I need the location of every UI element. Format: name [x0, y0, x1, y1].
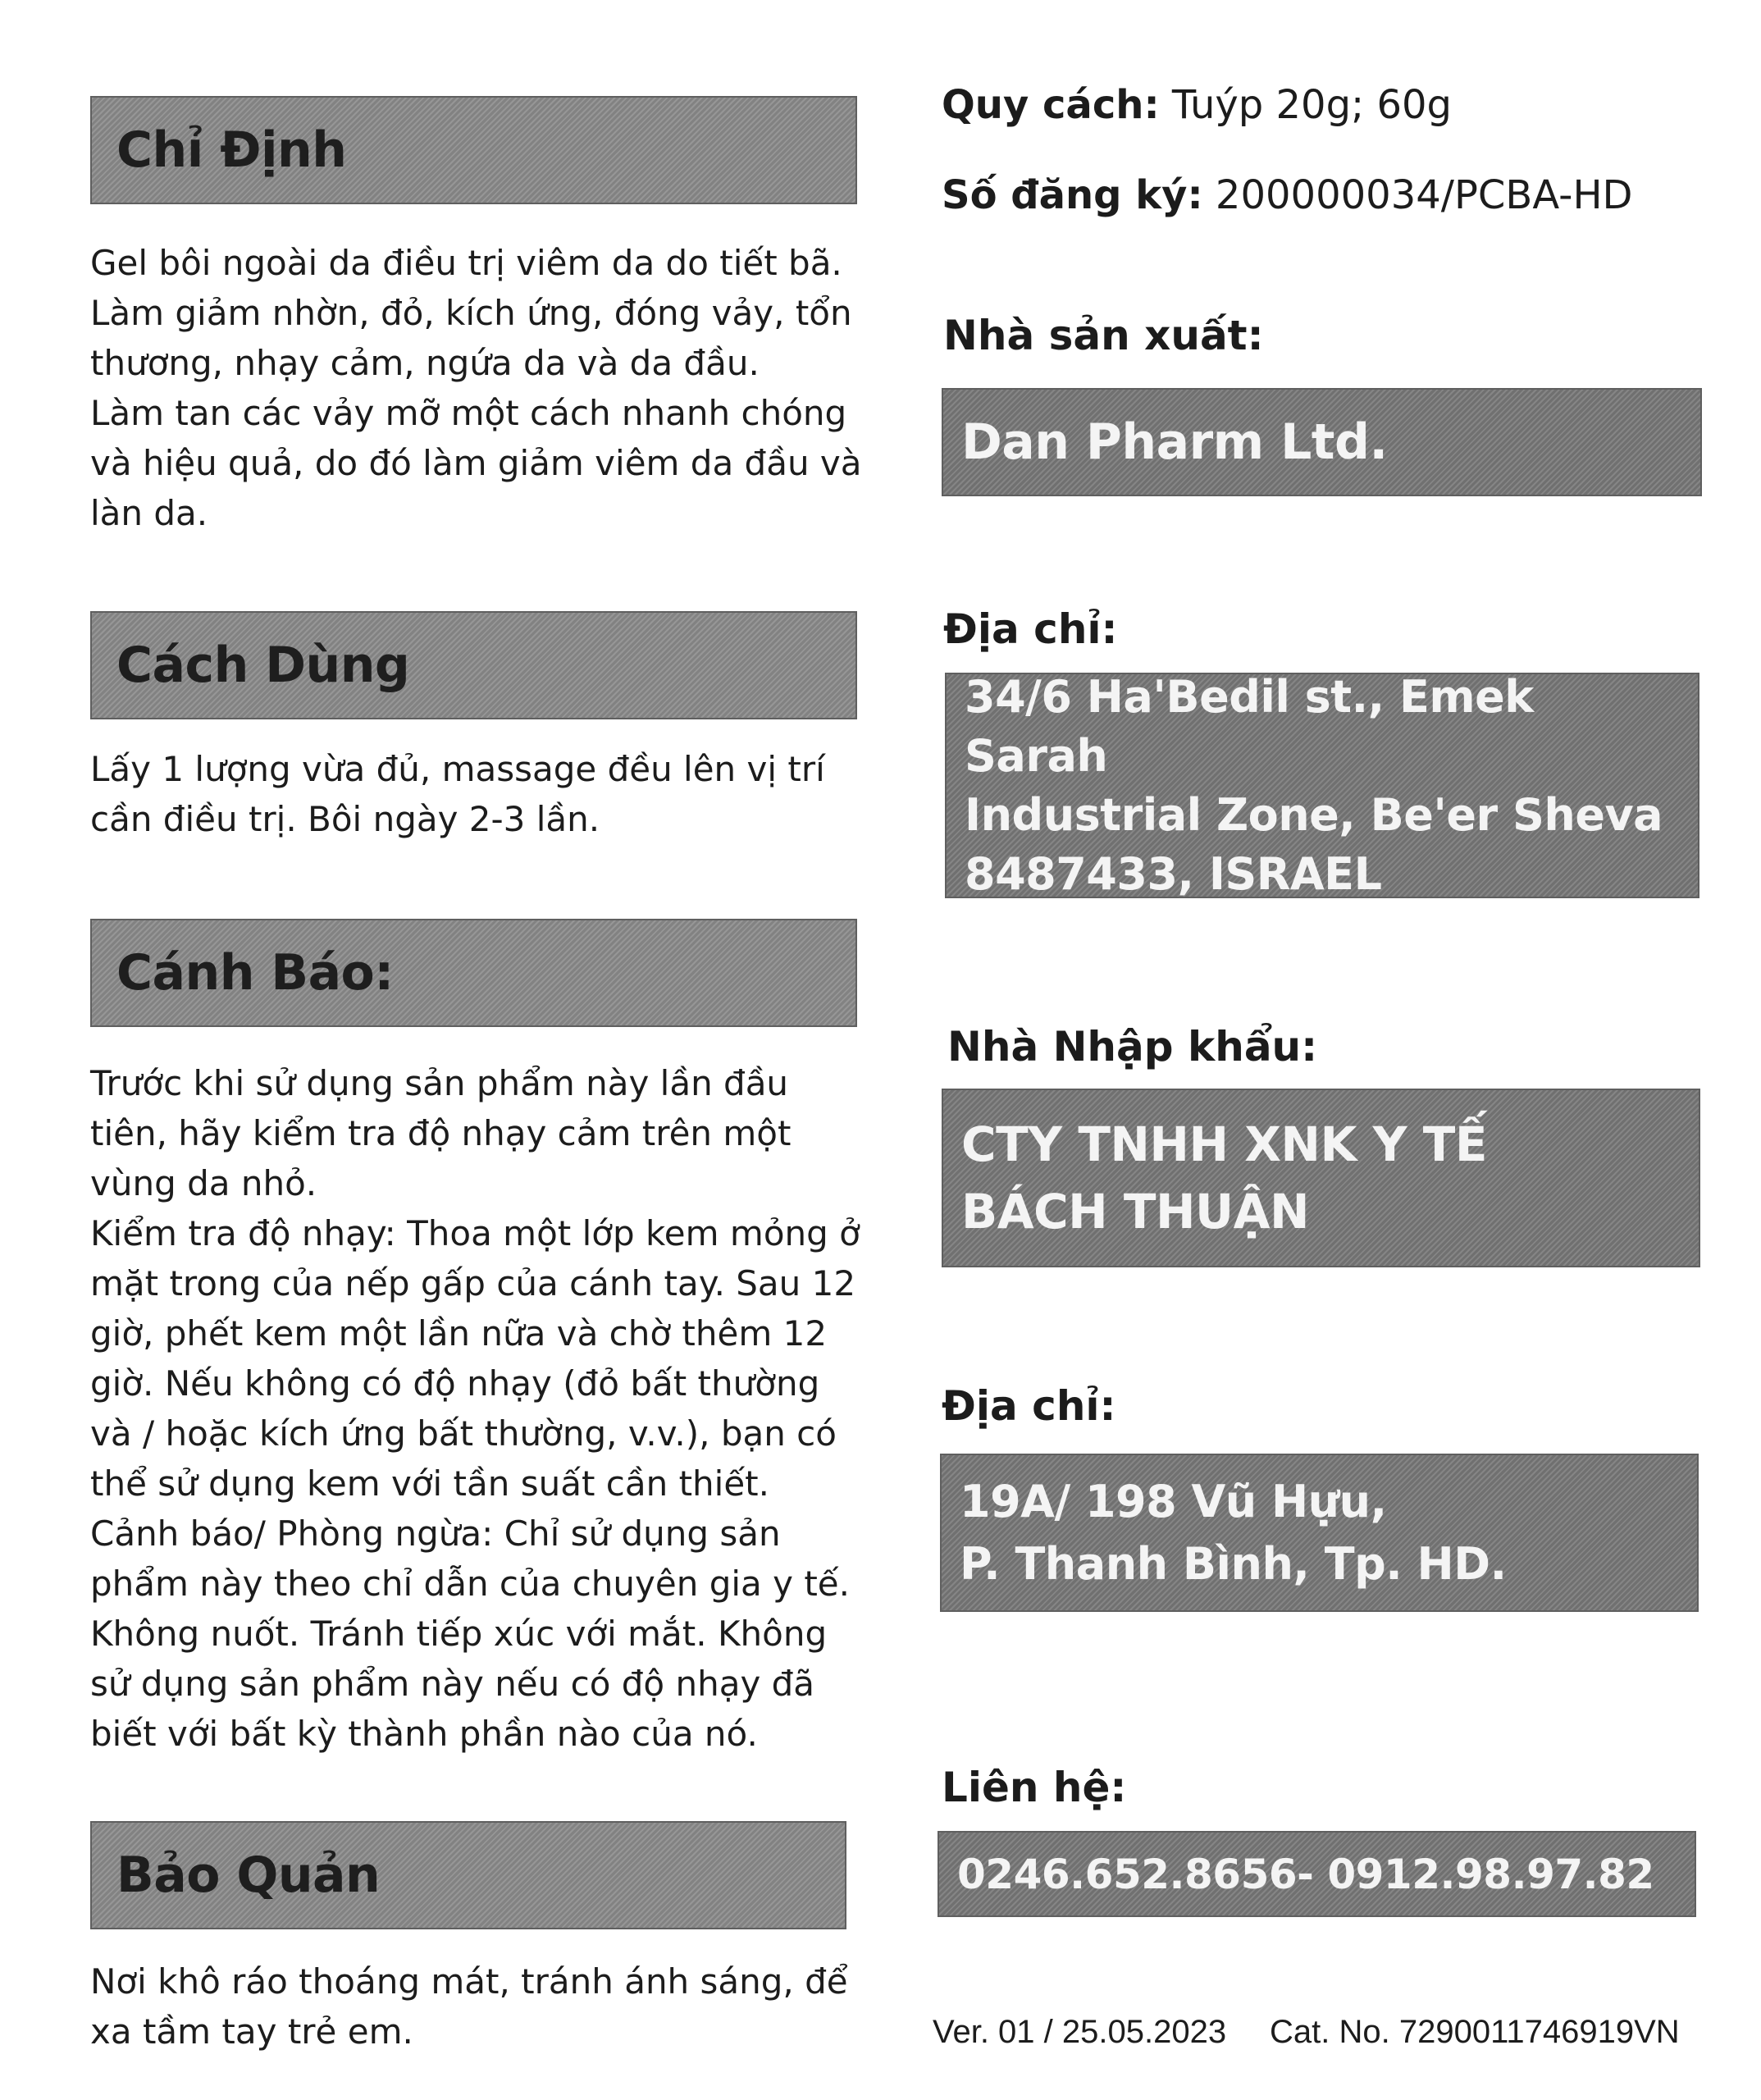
- quy-cach-label: Quy cách:: [942, 82, 1160, 128]
- dia-chi-1-value: 34/6 Ha'Bedil st., Emek Sarah Industrial Zone, Be'er Sheva 8487433, ISRAEL: [965, 670, 1663, 900]
- canh-bao-text: Trước khi sử dụng sản phẩm này lần đầu tiên, hãy kiểm tra độ nhạy cảm trên một vùng da nhỏ. Kiểm tra độ nhạy: Thoa một lớp kem mỏng ở mặt trong của nếp gấp của cánh tay. Sau 12 giờ, phết kem một lần nữa và chờ thêm 12 giờ. Nếu không có độ nhạy (đỏ bất thường và / hoặc kích ứng bất thường, v.v.), bạn có thể sử dụng kem với tần suất cần thiết. Cảnh báo/ Phòng ngừa: Chỉ sử dụng sản phẩm này theo chỉ dẫn của chuyên gia y tế. Không nuốt. Tránh tiếp xúc với mắt. Không sử dụng sản phẩm này nếu có độ nhạy đã biết với bất kỳ thành phần nào của nó.: [90, 1063, 860, 1754]
- so-dang-ky: [942, 172, 1633, 218]
- cach-dung-title: Cách Dùng: [116, 637, 410, 694]
- bao-quan-text: Nơi khô ráo thoáng mát, tránh ánh sáng, để xa tầm tay trẻ em.: [90, 1961, 848, 2052]
- nha-nhap-khau-box: [942, 1089, 1700, 1267]
- so-dang-ky-value: 200000034/PCBA-HD: [1215, 172, 1633, 218]
- chi-dinh-text: Gel bôi ngoài da điều trị viêm da do tiết bã. Làm giảm nhờn, đỏ, kích ứng, đóng vảy, tổn thương, nhạy cảm, ngứa da và da đầu. Làm tan các vảy mỡ một cách nhanh chóng và hiệu quả, do đó làm giảm viêm da đầu và làn da.: [90, 243, 862, 533]
- nha-san-xuat-box: [942, 388, 1702, 496]
- nha-nhap-khau-label: Nhà Nhập khẩu:: [947, 1023, 1318, 1071]
- cat-no-text: Cat. No. 7290011746919VN: [1270, 2014, 1680, 2050]
- dia-chi-2-box: [940, 1454, 1699, 1612]
- nha-nhap-khau-value: CTY TNHH XNK Y TẾ BÁCH THUẬN: [961, 1116, 1487, 1239]
- cach-dung-text: Lấy 1 lượng vừa đủ, massage đều lên vị trí cần điều trị. Bôi ngày 2-3 lần.: [90, 749, 825, 839]
- nha-san-xuat-label: Nhà sản xuất:: [943, 312, 1264, 359]
- lien-he-box: [938, 1831, 1696, 1917]
- quy-cach-value: Tuýp 20g; 60g: [1171, 82, 1453, 128]
- bao-quan-title: Bảo Quản: [116, 1847, 381, 1904]
- canh-bao-header: [90, 919, 857, 1027]
- chi-dinh-header: [90, 96, 857, 204]
- dia-chi-2-value: 19A/ 198 Vũ Hựu, P. Thanh Bình, Tp. HD.: [960, 1475, 1507, 1590]
- canh-bao-title: Cánh Báo:: [116, 944, 394, 1002]
- so-dang-ky-label: Số đăng ký:: [942, 172, 1203, 218]
- lien-he-label: Liên hệ:: [942, 1764, 1127, 1811]
- version-text: Ver. 01 / 25.05.2023: [933, 2014, 1227, 2050]
- dia-chi-1-label: Địa chỉ:: [943, 605, 1118, 653]
- cach-dung-header: [90, 611, 857, 719]
- dia-chi-1-box: [945, 670, 1699, 900]
- chi-dinh-title: Chỉ Định: [116, 121, 347, 179]
- quy-cach: [942, 82, 1452, 128]
- lien-he-value: 0246.652.8656- 0912.98.97.82: [957, 1850, 1654, 1898]
- dia-chi-2-label: Địa chỉ:: [942, 1382, 1116, 1430]
- bao-quan-header: [90, 1821, 846, 1929]
- nha-san-xuat-value: Dan Pharm Ltd.: [961, 413, 1388, 471]
